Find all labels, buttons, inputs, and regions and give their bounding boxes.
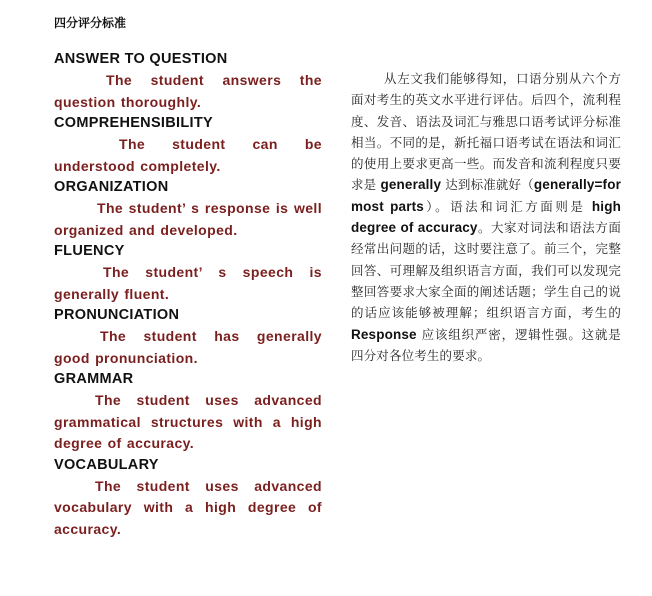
criterion-heading-organization: ORGANIZATION <box>54 179 169 195</box>
commentary-term-response: Response <box>351 326 417 342</box>
commentary-text-1: 从左文我们能够得知，口语分别从六个方面对考生的英文水平进行评估。后四个，流利程度、发音、语法及词汇与雅思口语考试评分标准相当。不同的是，新托福口语考试在语法和词汇的使用上要求更高一些。而发音和流利程度只要求是 <box>351 71 621 193</box>
commentary-term-accuracy: high degree of accuracy <box>351 198 621 236</box>
page-title: 四分评分标准 <box>54 16 127 30</box>
commentary-column <box>351 68 621 366</box>
criterion-heading-grammar: GRAMMAR <box>54 371 134 387</box>
criterion-desc-vocabulary: The student uses advanced vocabulary with a high degree of accuracy. <box>54 477 322 537</box>
commentary-term-definition: generally=for most parts <box>351 177 621 214</box>
commentary-text-2: 达到标准就好（ <box>445 177 534 193</box>
criterion-desc-answer: The student answers the question thoroughly. <box>54 72 322 110</box>
scoring-criteria-column <box>54 49 322 540</box>
criterion-desc-fluency: The student’ s speech is generally fluent. <box>54 264 322 302</box>
criterion-heading-pronunciation: PRONUNCIATION <box>54 307 180 323</box>
commentary-text-4: 。大家对词法和语法方面经常出问题的话，这时要注意了。前三个，完整回答、可理解及组织语言方面，我们可以发现完整回答要求大家全面的阐述话题；学生自己的说的话应该能够被理解；组织语言方面，考生的 <box>351 220 621 321</box>
commentary-text-3: ）。语法和词汇方面则是 <box>423 198 586 214</box>
criterion-heading-answer: ANSWER TO QUESTION <box>54 51 228 67</box>
criterion-desc-pronunciation: The student has generally good pronunciation. <box>54 328 322 366</box>
criterion-heading-comprehensibility: COMPREHENSIBILITY <box>54 115 213 131</box>
commentary-paragraph <box>351 68 621 366</box>
criterion-desc-grammar: The student uses advanced grammatical structures with a high degree of accuracy. <box>54 392 322 451</box>
criterion-desc-organization: The student’ s response is well organized and developed. <box>54 200 322 238</box>
criterion-desc-comprehensibility: The student can be understood completely. <box>54 136 322 174</box>
criterion-heading-fluency: FLUENCY <box>54 243 125 259</box>
commentary-text-5: 应该组织严密，逻辑性强。这就是四分对各位考生的要求。 <box>351 326 621 363</box>
criterion-heading-vocabulary: VOCABULARY <box>54 456 159 473</box>
commentary-term-generally: generally <box>380 177 442 193</box>
